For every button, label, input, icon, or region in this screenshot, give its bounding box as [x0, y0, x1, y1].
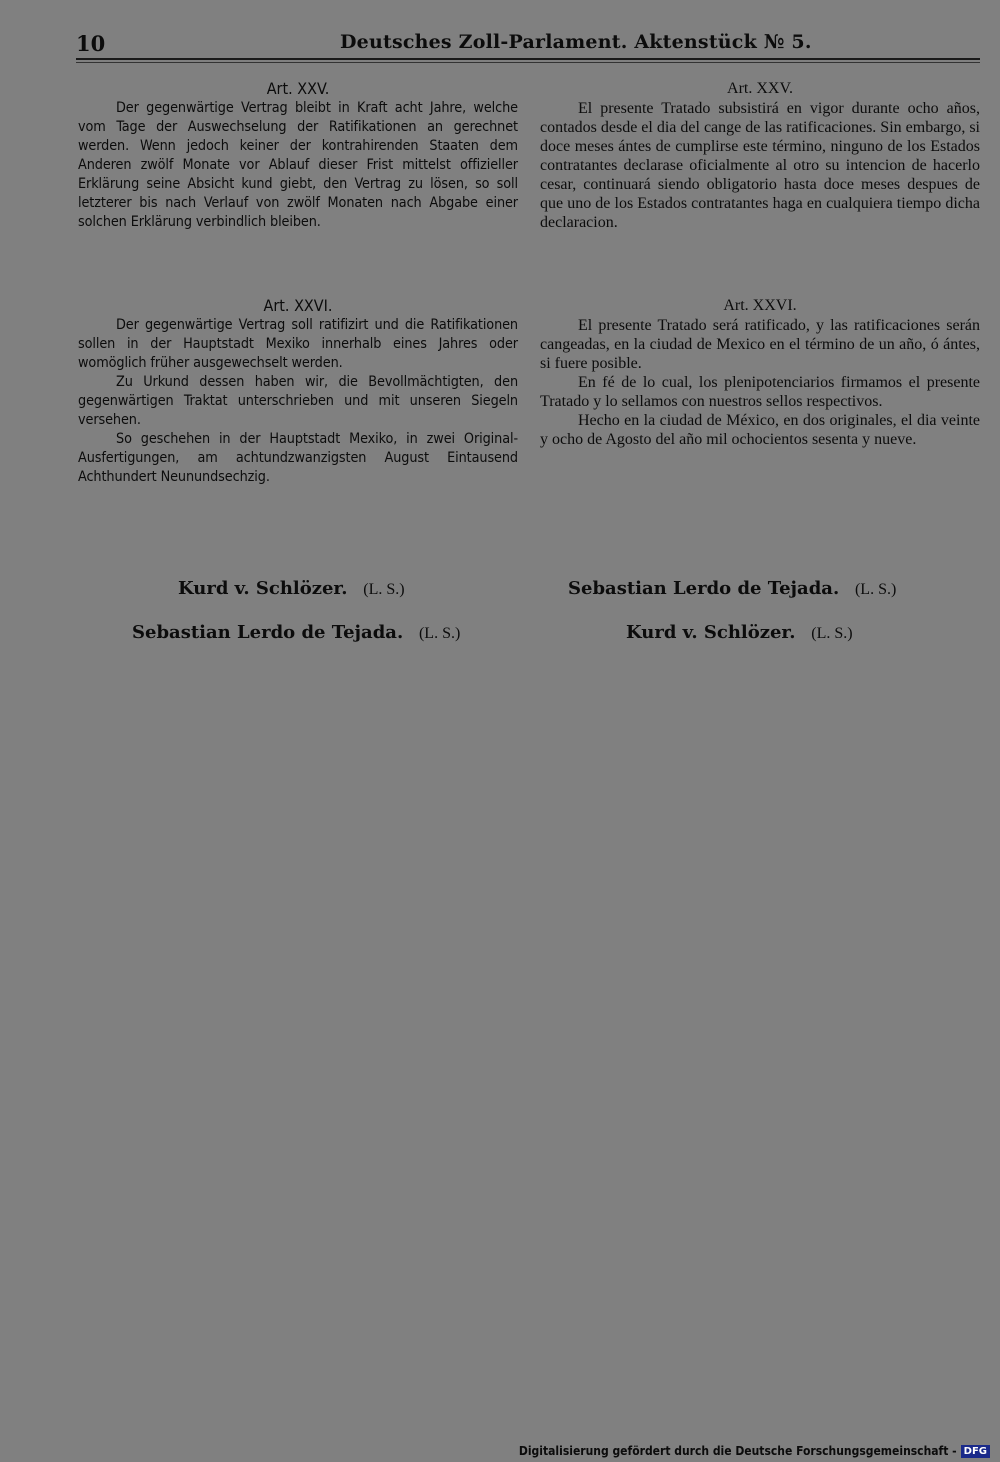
spanish-article-26 [540, 296, 980, 449]
header-rule-thin [76, 62, 980, 63]
header-rule [76, 58, 980, 60]
signature-german-2 [132, 622, 460, 643]
signatory-name: Sebastian Lerdo de Tejada. [132, 622, 404, 643]
signature-spanish-1 [568, 578, 896, 599]
signatory-name: Kurd v. Schlözer. [178, 578, 348, 599]
article-paragraph: Der gegenwärtige Vertrag soll ratifizirt und die Ratifikationen sollen in der Hauptstadt Mexiko innerhalb eines Jahres oder womöglich früher ausgewechselt werden. [78, 317, 518, 371]
page-number: 10 [76, 31, 106, 56]
article-paragraph: En fé de lo cual, los plenipotenciarios firmamos el presente Tratado y lo sellamos con nuestros sellos respectivos. [540, 374, 980, 410]
article-heading: Art. XXVI. [263, 296, 333, 315]
article-heading: Art. XXV. [266, 79, 330, 98]
german-article-26 [78, 296, 518, 487]
spanish-article-25 [540, 79, 980, 232]
seal-mark: (L. S.) [854, 581, 897, 598]
seal-mark: (L. S.) [418, 625, 461, 642]
dfg-logo-icon: DFG [961, 1445, 990, 1458]
signature-german-1 [178, 578, 405, 599]
seal-mark: (L. S.) [811, 625, 853, 642]
article-paragraph: El presente Tratado será ratificado, y las ratificaciones serán cangeadas, en la ciudad de Mexico en el término de un año, ó ántes, si fuere posible. [540, 317, 980, 372]
article-paragraph: Zu Urkund dessen haben wir, die Bevollmächtigten, den gegenwärtigen Traktat unterschrieben und mit unseren Siegeln versehen. [78, 374, 518, 428]
article-paragraph: So geschehen in der Hauptstadt Mexiko, in zwei Original-Ausfertigungen, am achtundzwanzigsten August Eintausend Achthundert Neunundsechzig. [78, 431, 518, 485]
running-title: Deutsches Zoll-Parlament. Aktenstück № 5. [340, 31, 812, 53]
german-article-25 [78, 79, 518, 232]
credit-text: Digitalisierung gefördert durch die Deutsche Forschungsgemeinschaft - [518, 1444, 957, 1458]
article-paragraph: Hecho en la ciudad de México, en dos originales, el dia veinte y ocho de Agosto del año mil ochocientos sesenta y nueve. [540, 412, 980, 448]
signatory-name: Kurd v. Schlözer. [626, 622, 796, 643]
seal-mark: (L. S.) [363, 581, 405, 598]
article-heading: Art. XXVI. [723, 297, 797, 314]
article-heading: Art. XXV. [727, 80, 793, 97]
article-paragraph: Der gegenwärtige Vertrag bleibt in Kraft acht Jahre, welche vom Tage der Auswechselung der Ratifikationen an gerechnet werden. Wenn jedoch keiner der kontrahirenden Staaten dem Anderen zwölf Monate vor Ablauf dieser Frist mittelst offizieller Erklärung seine Absicht kund giebt, den Vertrag zu lösen, so soll letzterer bis nach Verlauf von zwölf Monaten nach Abgabe einer solchen Erklärung verbindlich bleiben. [78, 100, 518, 230]
article-paragraph: El presente Tratado subsistirá en vigor durante ocho años, contados desde el dia del cange de las ratificaciones. Sin embargo, si doce meses ántes de cumplirse este término, ninguno de los Estados contratantes declarase oficialmente al otro su intencion de hacerlo cesar, continuará siendo obligatorio hasta doce meses despues de que uno de los Estados contratantes haga en cualquiera tiempo dicha declaracion. [540, 100, 980, 231]
digitization-credit [519, 1444, 990, 1458]
signature-spanish-2 [626, 622, 853, 643]
signatory-name: Sebastian Lerdo de Tejada. [568, 578, 840, 599]
